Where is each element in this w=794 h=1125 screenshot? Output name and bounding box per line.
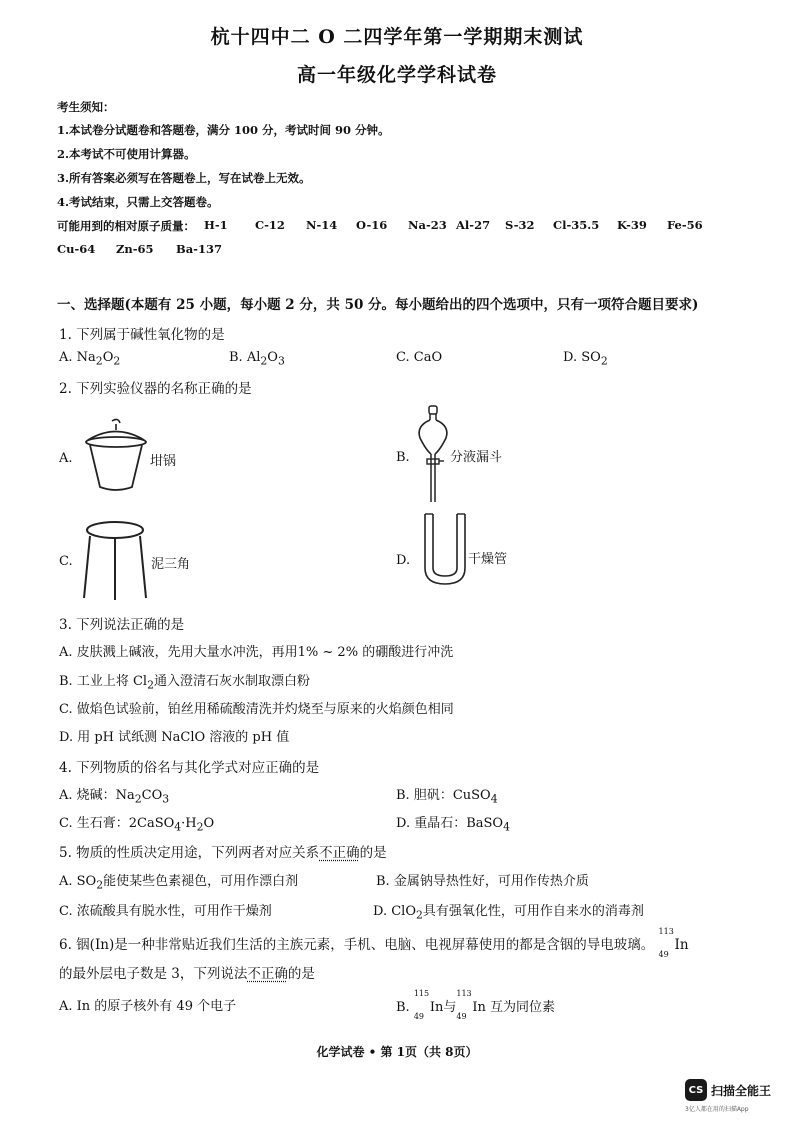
q2-option-c-letter: C.: [59, 554, 73, 569]
q2-option-d-name: 干燥管: [468, 552, 508, 567]
atomic-mass: Fe-56: [667, 218, 703, 232]
question-4-stem: 4. 下列物质的俗名与其化学式对应正确的是: [59, 760, 320, 776]
q1-option-c: C. CaO: [396, 350, 443, 365]
atomic-mass: Cu-64: [57, 242, 96, 256]
q5-option-c: C. 浓硫酸具有脱水性，可用作干燥剂: [59, 904, 272, 919]
note-item: 1.本试卷分试题卷和答题卷，满分 100 分，考试时间 90 分钟。: [57, 123, 390, 137]
cs-logo-icon: CS: [685, 1079, 707, 1101]
atomic-mass-label: 可能用到的相对原子质量：: [57, 219, 195, 233]
note-item: 2.本考试不可使用计算器。: [57, 147, 196, 161]
atomic-mass: C-12: [255, 218, 285, 232]
q5-option-d: D. ClO$_2$具有强氧化性，可用作自来水的消毒剂: [373, 904, 644, 922]
scanner-tagline: 3亿人都在用的扫描App: [685, 1106, 749, 1113]
note-item: 4.考试结束，只需上交答题卷。: [57, 195, 219, 209]
exam-subtitle: 高一年级化学学科试卷: [296, 64, 497, 86]
crucible-icon: [76, 415, 156, 495]
scanner-badge: [685, 1079, 771, 1101]
note-item: 3.所有答案必须写在答题卷上，写在试卷上无效。: [57, 171, 311, 185]
page-footer: 化学试卷 • 第 1页（共 8页）: [316, 1045, 478, 1059]
atomic-mass: Cl-35.5: [553, 218, 600, 232]
q1-option-d: D. $SO_2$: [563, 350, 608, 368]
u-tube-icon: [419, 512, 475, 586]
scanner-name: 扫描全能王: [711, 1083, 772, 1098]
q6-option-b: B. 115 49 In与 113 49 In 互为同位素: [396, 989, 556, 1021]
q2-option-b-letter: B.: [396, 450, 410, 465]
q4-option-c: C. 生石膏：$2CaSO_4\cdot H_2O$: [59, 816, 215, 834]
notes-heading: 考生须知：: [57, 100, 115, 114]
atomic-mass: Zn-65: [116, 242, 154, 256]
atomic-mass: K-39: [617, 218, 647, 232]
question-6-line1: 6. 铟(In)是一种非常贴近我们生活的主族元素，手机、电脑、电视屏幕使用的都是含铟的导电玻璃。 113 49 In: [59, 927, 689, 959]
question-1-stem: 1. 下列属于碱性氧化物的是: [59, 327, 225, 343]
q2-option-a-letter: A.: [59, 451, 73, 466]
atomic-mass: Al-27: [456, 218, 491, 232]
question-3-stem: 3. 下列说法正确的是: [59, 617, 185, 633]
q1-option-a: A. $Na_2O_2$: [59, 350, 121, 368]
atomic-mass: Na-23: [408, 218, 447, 232]
exam-title: 杭十四中二 O 二四学年第一学期期末测试: [210, 26, 584, 48]
question-6-line2: 的最外层电子数是 3，下列说法不正确的是: [59, 966, 315, 982]
q1-option-b: B. $Al_2O_3$: [229, 350, 285, 368]
q3-option-c: C. 做焰色试验前，铂丝用稀硫酸清洗并灼烧至与原来的火焰颜色相同: [59, 702, 454, 717]
atomic-mass: S-32: [505, 218, 535, 232]
q2-option-d-letter: D.: [396, 553, 411, 568]
atomic-mass: N-14: [306, 218, 338, 232]
q2-option-b-name: 分液漏斗: [450, 450, 503, 465]
q5-option-a: A. $SO_2$能使某些色素褪色，可用作漂白剂: [59, 874, 299, 892]
q4-option-a: A. 烧碱：$Na_2CO_3$: [59, 788, 170, 806]
q2-option-a-name: 坩锅: [150, 454, 177, 469]
q3-option-a: A. 皮肤溅上碱液，先用大量水冲洗，再用1% ~ 2% 的硼酸进行冲洗: [59, 645, 454, 660]
atomic-mass: Ba-137: [176, 242, 222, 256]
atomic-mass: O-16: [356, 218, 388, 232]
atomic-mass: H-1: [204, 218, 228, 232]
section-heading: 一、选择题(本题有 25 小题，每小题 2 分，共 50 分。每小题给出的四个选项中，只有一项符合题目要求): [57, 297, 699, 313]
q3-option-b: B. 工业上将 $Cl_2$通入澄清石灰水制取漂白粉: [59, 674, 310, 692]
tripod-icon: [80, 518, 150, 602]
q6-option-a: A. In 的原子核外有 49 个电子: [59, 999, 237, 1014]
q3-option-d: D. 用 pH 试纸测 NaClO 溶液的 pH 值: [59, 730, 290, 745]
q2-option-c-name: 泥三角: [151, 557, 191, 572]
q5-option-b: B. 金属钠导热性好，可用作传热介质: [376, 874, 589, 889]
q4-option-b: B. 胆矾：CuSO$_4$: [396, 788, 498, 806]
question-2-stem: 2. 下列实验仪器的名称正确的是: [59, 381, 252, 397]
q4-option-d: D. 重晶石：BaSO$_4$: [396, 816, 510, 834]
question-5-stem: 5. 物质的性质决定用途，下列两者对应关系不正确的是: [59, 845, 387, 861]
